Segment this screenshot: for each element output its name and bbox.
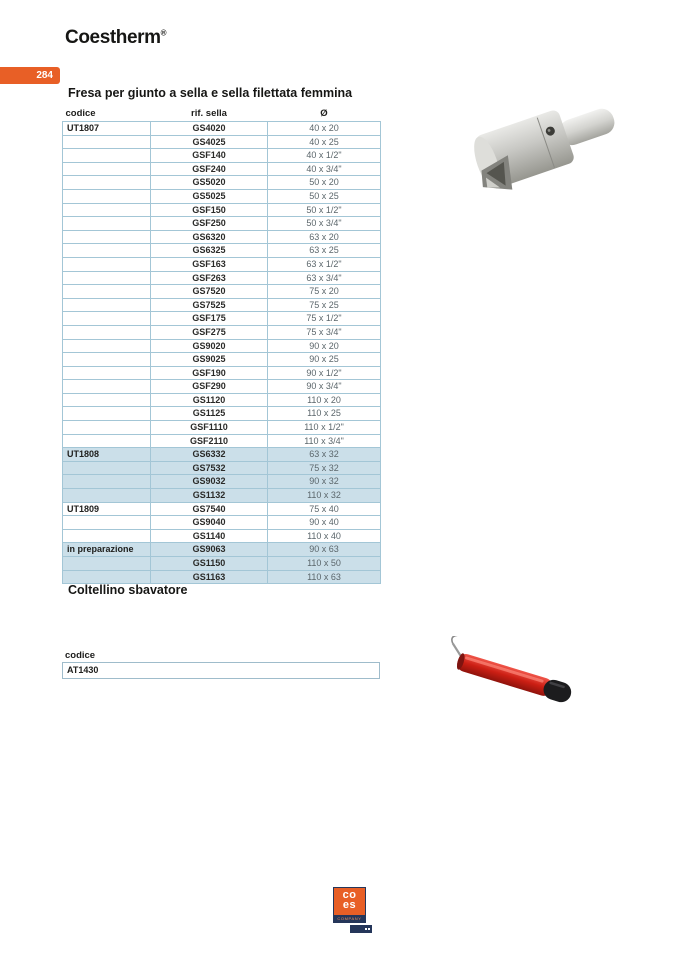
cell-codice bbox=[63, 489, 151, 503]
cell-dia: 90 x 3/4" bbox=[268, 380, 381, 394]
table-row bbox=[63, 257, 381, 271]
cell-codice bbox=[63, 339, 151, 353]
cell-rif: GS1163 bbox=[151, 570, 268, 584]
cell-dia: 63 x 1/2" bbox=[268, 257, 381, 271]
cell-dia: 75 x 40 bbox=[268, 502, 381, 516]
cell-rif: GSF263 bbox=[151, 271, 268, 285]
cell-dia: 63 x 32 bbox=[268, 448, 381, 462]
table-row bbox=[63, 244, 381, 258]
cell-rif: GS7525 bbox=[151, 298, 268, 312]
table-row bbox=[63, 502, 381, 516]
cell-dia: 40 x 1/2" bbox=[268, 149, 381, 163]
cell-codice bbox=[63, 149, 151, 163]
cell-codice bbox=[63, 461, 151, 475]
deburring-knife-photo bbox=[433, 636, 588, 726]
table-row bbox=[63, 543, 381, 557]
coes-logo-tab-dot bbox=[368, 928, 370, 930]
cell-rif: GS7520 bbox=[151, 285, 268, 299]
registered-mark: ® bbox=[160, 28, 167, 38]
table-row bbox=[63, 434, 381, 448]
cell-rif: GS9032 bbox=[151, 475, 268, 489]
knife-code-cell: AT1430 bbox=[62, 662, 380, 679]
cell-codice bbox=[63, 298, 151, 312]
cell-codice bbox=[63, 244, 151, 258]
coes-logo-tab bbox=[350, 925, 372, 933]
cell-dia: 63 x 25 bbox=[268, 244, 381, 258]
cell-codice bbox=[63, 230, 151, 244]
cell-codice bbox=[63, 366, 151, 380]
cell-codice bbox=[63, 217, 151, 231]
cell-dia: 110 x 50 bbox=[268, 557, 381, 571]
brand-name: Coestherm bbox=[65, 27, 161, 48]
table-row bbox=[63, 285, 381, 299]
cell-dia: 50 x 25 bbox=[268, 189, 381, 203]
cell-rif: GS1125 bbox=[151, 407, 268, 421]
table-row bbox=[63, 325, 381, 339]
cell-rif: GS6320 bbox=[151, 230, 268, 244]
coes-logo-text-co: co bbox=[342, 889, 357, 901]
saddle-table bbox=[62, 105, 381, 584]
table-row bbox=[63, 312, 381, 326]
cell-codice bbox=[63, 312, 151, 326]
table-row bbox=[63, 271, 381, 285]
table-row bbox=[63, 230, 381, 244]
brand-logo bbox=[65, 27, 166, 49]
cell-dia: 90 x 32 bbox=[268, 475, 381, 489]
table-row bbox=[63, 122, 381, 136]
table-row bbox=[63, 529, 381, 543]
cell-rif: GSF290 bbox=[151, 380, 268, 394]
cell-dia: 40 x 25 bbox=[268, 135, 381, 149]
cell-rif: GS5025 bbox=[151, 189, 268, 203]
page-number-badge: 284 bbox=[0, 67, 60, 84]
cell-dia: 75 x 32 bbox=[268, 461, 381, 475]
table-row bbox=[63, 448, 381, 462]
cell-codice bbox=[63, 135, 151, 149]
table-row bbox=[63, 393, 381, 407]
cell-codice bbox=[63, 353, 151, 367]
cell-rif: GSF240 bbox=[151, 162, 268, 176]
table-row bbox=[63, 489, 381, 503]
section-title-coltellino: Coltellino sbavatore bbox=[68, 583, 188, 597]
cell-codice bbox=[63, 271, 151, 285]
milling-cutter-photo bbox=[443, 88, 628, 206]
cell-rif: GS6332 bbox=[151, 448, 268, 462]
cell-codice bbox=[63, 203, 151, 217]
cell-codice bbox=[63, 285, 151, 299]
col-header-codice: codice bbox=[65, 108, 96, 119]
cell-dia: 50 x 1/2" bbox=[268, 203, 381, 217]
cell-rif: GS1132 bbox=[151, 489, 268, 503]
table-row bbox=[63, 475, 381, 489]
cell-rif: GSF2110 bbox=[151, 434, 268, 448]
coes-logo-square bbox=[333, 887, 366, 923]
coes-logo-text-es: es bbox=[342, 899, 357, 911]
cell-rif: GS6325 bbox=[151, 244, 268, 258]
cell-rif: GS7532 bbox=[151, 461, 268, 475]
table-row bbox=[63, 421, 381, 435]
cell-rif: GS9063 bbox=[151, 543, 268, 557]
table-row bbox=[63, 203, 381, 217]
cell-codice bbox=[63, 529, 151, 543]
table-row bbox=[63, 407, 381, 421]
cell-rif: GSF175 bbox=[151, 312, 268, 326]
cell-dia: 110 x 63 bbox=[268, 570, 381, 584]
coes-logo-tab-dot bbox=[365, 928, 367, 930]
table-row bbox=[63, 516, 381, 530]
table-header-row bbox=[63, 105, 381, 122]
cell-rif: GS7540 bbox=[151, 502, 268, 516]
cell-dia: 75 x 3/4" bbox=[268, 325, 381, 339]
cell-rif: GS1120 bbox=[151, 393, 268, 407]
cell-codice bbox=[63, 176, 151, 190]
cell-codice bbox=[63, 421, 151, 435]
cell-dia: 110 x 32 bbox=[268, 489, 381, 503]
table-row bbox=[63, 189, 381, 203]
cell-rif: GSF190 bbox=[151, 366, 268, 380]
table-row bbox=[63, 176, 381, 190]
cell-dia: 110 x 40 bbox=[268, 529, 381, 543]
cell-dia: 90 x 1/2" bbox=[268, 366, 381, 380]
table-row bbox=[63, 570, 381, 584]
cell-dia: 75 x 1/2" bbox=[268, 312, 381, 326]
cell-rif: GS1150 bbox=[151, 557, 268, 571]
cell-rif: GSF163 bbox=[151, 257, 268, 271]
cell-codice: UT1807 bbox=[63, 122, 151, 136]
table-row bbox=[63, 461, 381, 475]
cell-codice bbox=[63, 407, 151, 421]
cell-rif: GS9020 bbox=[151, 339, 268, 353]
cell-rif: GSF150 bbox=[151, 203, 268, 217]
cell-rif: GS1140 bbox=[151, 529, 268, 543]
cell-codice bbox=[63, 516, 151, 530]
table-row bbox=[63, 298, 381, 312]
cell-rif: GSF275 bbox=[151, 325, 268, 339]
cell-dia: 110 x 1/2" bbox=[268, 421, 381, 435]
cell-rif: GS5020 bbox=[151, 176, 268, 190]
cell-codice bbox=[63, 475, 151, 489]
cell-rif: GSF140 bbox=[151, 149, 268, 163]
cell-codice bbox=[63, 189, 151, 203]
coes-logo bbox=[333, 887, 373, 933]
cell-rif: GS9025 bbox=[151, 353, 268, 367]
knife-codice-header: codice bbox=[65, 650, 96, 661]
table-row bbox=[63, 366, 381, 380]
cell-dia: 63 x 3/4" bbox=[268, 271, 381, 285]
cell-codice: UT1809 bbox=[63, 502, 151, 516]
table-row bbox=[63, 339, 381, 353]
cell-dia: 40 x 20 bbox=[268, 122, 381, 136]
cell-dia: 90 x 40 bbox=[268, 516, 381, 530]
col-header-diameter: Ø bbox=[320, 108, 328, 119]
table-row bbox=[63, 380, 381, 394]
cell-dia: 90 x 25 bbox=[268, 353, 381, 367]
cell-codice bbox=[63, 380, 151, 394]
cell-codice: in preparazione bbox=[63, 543, 151, 557]
cell-dia: 50 x 3/4" bbox=[268, 217, 381, 231]
section-title-fresa: Fresa per giunto a sella e sella filettata femmina bbox=[68, 86, 353, 100]
col-header-rif-sella: rif. sella bbox=[191, 108, 227, 119]
cell-codice bbox=[63, 557, 151, 571]
table-row bbox=[63, 135, 381, 149]
cell-rif: GS4020 bbox=[151, 122, 268, 136]
table-row bbox=[63, 557, 381, 571]
cell-dia: 110 x 3/4" bbox=[268, 434, 381, 448]
cell-dia: 40 x 3/4" bbox=[268, 162, 381, 176]
saddle-table-body bbox=[63, 122, 381, 584]
cell-codice bbox=[63, 393, 151, 407]
cell-rif: GS9040 bbox=[151, 516, 268, 530]
table-row bbox=[63, 353, 381, 367]
cell-codice: UT1808 bbox=[63, 448, 151, 462]
cell-codice bbox=[63, 325, 151, 339]
cell-dia: 110 x 20 bbox=[268, 393, 381, 407]
cell-rif: GSF250 bbox=[151, 217, 268, 231]
cell-codice bbox=[63, 570, 151, 584]
cell-codice bbox=[63, 434, 151, 448]
cell-dia: 75 x 25 bbox=[268, 298, 381, 312]
cell-dia: 90 x 20 bbox=[268, 339, 381, 353]
cell-codice bbox=[63, 257, 151, 271]
cell-rif: GSF1110 bbox=[151, 421, 268, 435]
coes-logo-company-band: COMPANY bbox=[334, 915, 365, 922]
cell-dia: 75 x 20 bbox=[268, 285, 381, 299]
cell-codice bbox=[63, 162, 151, 176]
cell-dia: 63 x 20 bbox=[268, 230, 381, 244]
table-row bbox=[63, 149, 381, 163]
cell-dia: 90 x 63 bbox=[268, 543, 381, 557]
table-row bbox=[63, 162, 381, 176]
cell-dia: 110 x 25 bbox=[268, 407, 381, 421]
table-row bbox=[63, 217, 381, 231]
cell-rif: GS4025 bbox=[151, 135, 268, 149]
cell-dia: 50 x 20 bbox=[268, 176, 381, 190]
